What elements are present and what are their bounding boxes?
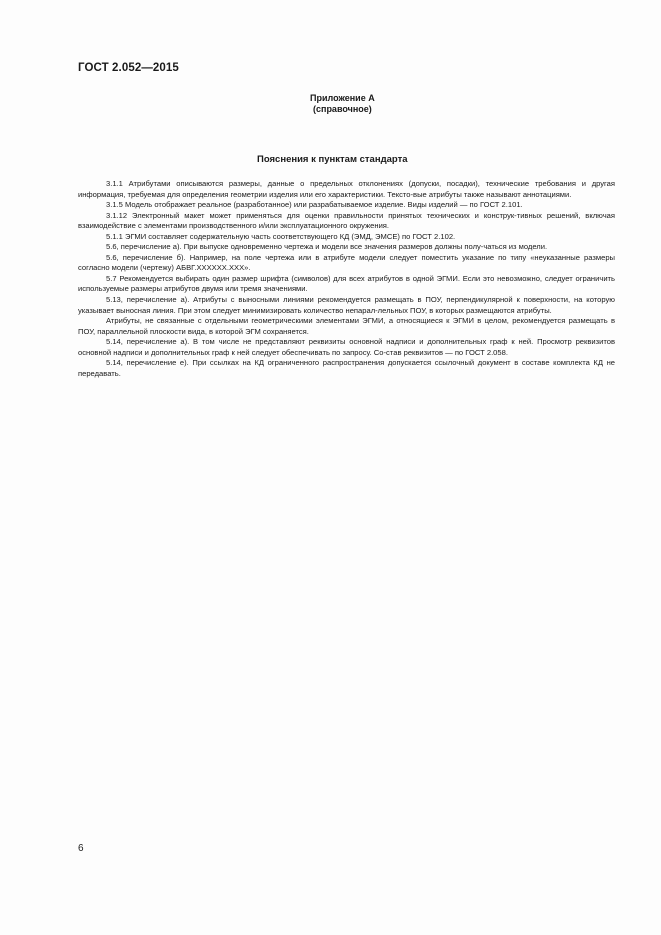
paragraph-5-7: 5.7 Рекомендуется выбирать один размер шрифта (символов) для всех атрибутов в одной ЭГМИ. Если это невозможно, следует ограничить используемые размеры атрибутов двумя или тремя значениями. bbox=[78, 273, 615, 294]
section-title: Пояснения к пунктам стандарта bbox=[257, 154, 408, 165]
paragraph-3-1-12: 3.1.12 Электронный макет может применяться для оценки правильности принятых технических и конструк-тивных решений, включая взаимодействие с элементами производственного и/или эксплуатационного окружения. bbox=[78, 210, 615, 231]
paragraph-5-1-1: 5.1.1 ЭГМИ составляет содержательную часть соответствующего КД (ЭМД, ЭМСЕ) по ГОСТ 2.102. bbox=[106, 231, 456, 241]
page-number: 6 bbox=[78, 843, 84, 854]
standard-header: ГОСТ 2.052—2015 bbox=[78, 62, 179, 74]
body-text bbox=[78, 179, 615, 379]
paragraph-3-1-1: 3.1.1 Атрибутами описываются размеры, данные о предельных отклонениях (допуски, посадки), технические требования и другая информация, требуемая для определения геометрии изделия или его характеристики. Тексто-вые атрибуты также называют аннотациями. bbox=[78, 179, 615, 199]
paragraph-5-6-a: 5.6, перечисление а). При выпуске одновременно чертежа и модели все значения размеров должны полу-чаться из модели. bbox=[106, 242, 548, 252]
paragraph-attributes: Атрибуты, не связанные с отдельными геометрическими элементами ЭГМИ, а относящиеся к ЭГМИ в целом, рекомендуется размещать в ПОУ, параллельной плоскости вида, в которой ЭГМ сохраняется. bbox=[78, 316, 615, 336]
paragraph-5-14-e: 5.14, перечисление е). При ссылках на КД ограниченного распространения допускается ссылочный документ в составе комплекта КД не передавать. bbox=[78, 358, 615, 378]
paragraph-3-1-5: 3.1.5 Модель отображает реальное (разработанное) или разрабатываемое изделие. Виды изделий — по ГОСТ 2.101. bbox=[106, 200, 523, 210]
appendix-title: Приложение А bbox=[310, 93, 375, 103]
paragraph-5-13-a: 5.13, перечисление а). Атрибуты с выносными линиями рекомендуется размещать в ПОУ, перпендикулярной к поверхности, на которую указывает выносная линия. При этом следует минимизировать количество непарал-лельных ПОУ, в которых размещаются атрибуты. bbox=[78, 295, 615, 315]
appendix-type: (справочное) bbox=[313, 104, 372, 114]
paragraph-5-6-b: 5.6, перечисление б). Например, на поле чертежа или в атрибуте модели следует поместить указание по типу «неуказанные размеры согласно модели (чертежу) АБВГ.XXXXXX.XXX». bbox=[78, 252, 615, 273]
paragraph-5-14-a: 5.14, перечисление а). В том числе не представляют реквизиты основной надписи и дополнительных граф к ней. Просмотр реквизитов основной надписи и дополнительных граф к ней следует обеспечивать по запросу. Со-став реквизитов — по ГОСТ 2.058. bbox=[78, 337, 615, 357]
